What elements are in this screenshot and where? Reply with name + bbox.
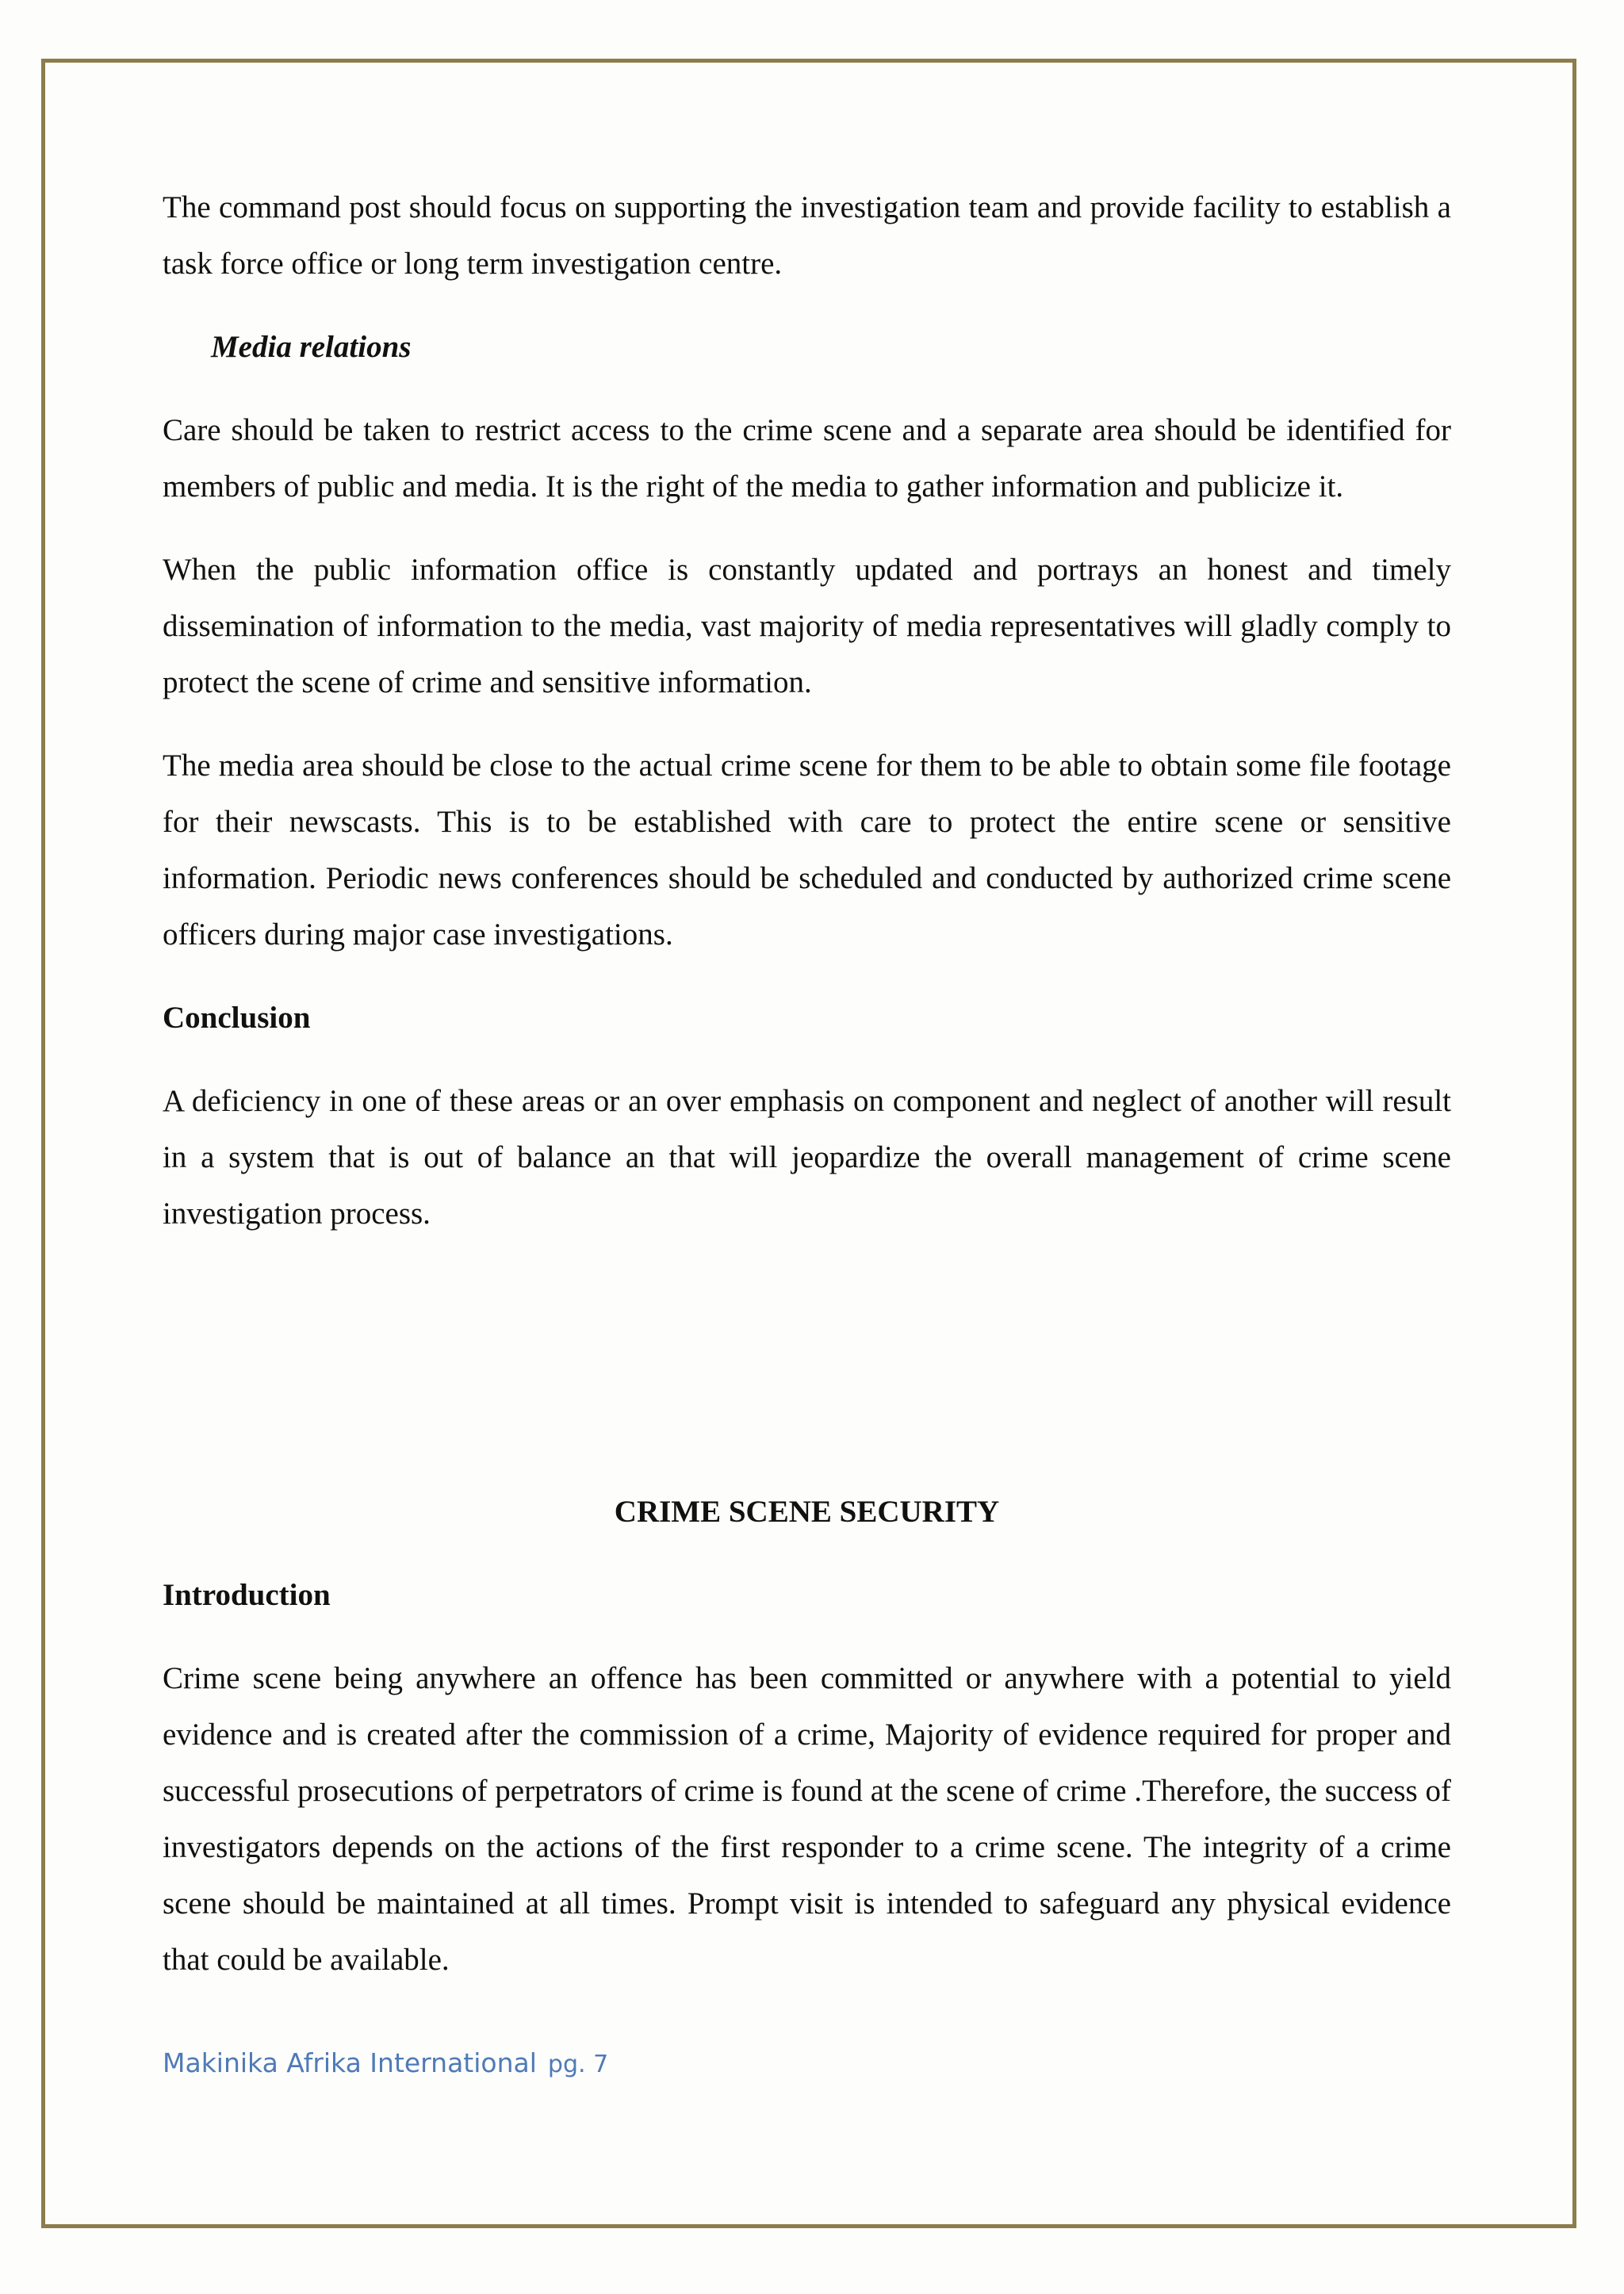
conclusion-heading: Conclusion	[163, 1001, 311, 1035]
intro-paragraph: The command post should focus on supporting the investigation team and provide facility to establish a task force office or long term investigation centre.	[163, 190, 1451, 281]
section-spacer	[163, 1269, 1451, 1484]
media-relations-heading: Media relations	[211, 330, 412, 364]
introduction-heading: Introduction	[163, 1578, 331, 1612]
section-title: CRIME SCENE SECURITY	[614, 1495, 1000, 1529]
footer-page-number: pg. 7	[547, 2051, 609, 2078]
media-paragraph-1: Care should be taken to restrict access to the crime scene and a separate area should be identified for members of public and media. It is the right of the media to gather information and publicize it.	[163, 413, 1451, 504]
conclusion-paragraph: A deficiency in one of these areas or an over emphasis on component and neglect of another will result in a system that is out of balance an that will jeopardize the overall management of crime scene investigation process.	[163, 1084, 1451, 1231]
media-paragraph-3: The media area should be close to the actual crime scene for them to be able to obtain some file footage for their newscasts. This is to be established with care to protect the entire scene or sensitive information. Periodic news conferences should be scheduled and conducted by authorized crime scene officers during major case investigations.	[163, 749, 1451, 952]
introduction-paragraph: Crime scene being anywhere an offence has been committed or anywhere with a potential to yield evidence and is created after the commission of a crime, Majority of evidence required for proper and successful prosecutions of perpetrators of crime is found at the scene of crime .Therefore, the success of investigators depends on the actions of the first responder to a crime scene. The integrity of a crime scene should be maintained at all times. Prompt visit is intended to safeguard any physical evidence that could be available.	[163, 1661, 1451, 1977]
footer-organization: Makinika Afrika International	[163, 2047, 537, 2078]
media-paragraph-2: When the public information office is constantly updated and portrays an honest and timely dissemination of information to the media, vast majority of media representatives will gladly comply to protect the scene of crime and sensitive information.	[163, 553, 1451, 699]
page-footer	[163, 2047, 608, 2078]
document-body	[163, 179, 1451, 2015]
